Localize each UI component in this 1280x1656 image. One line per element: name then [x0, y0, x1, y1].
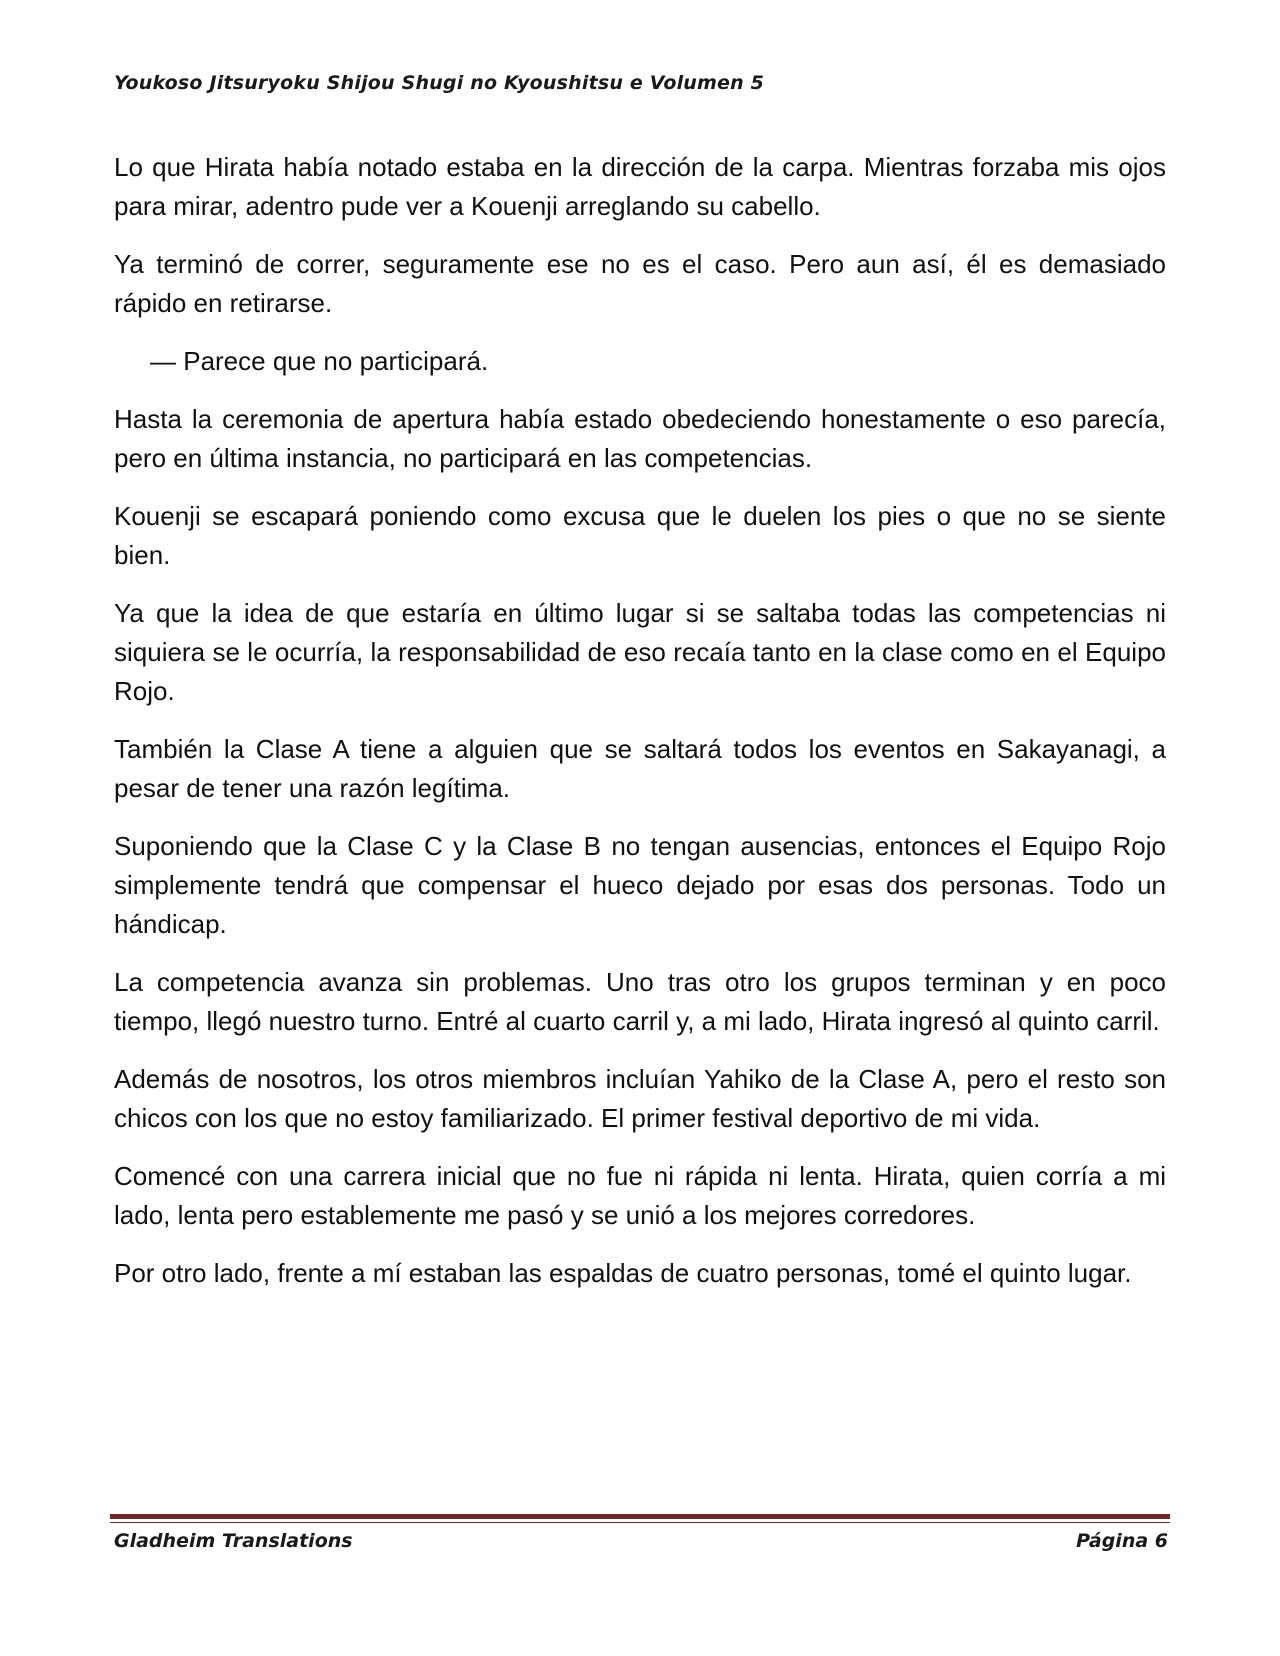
- paragraph: Ya que la idea de que estaría en último lugar si se saltaba todas las competencias ni siquiera se le ocurría, la responsabilidad de eso recaía tanto en la clase como en el Equipo Rojo.: [114, 598, 1166, 706]
- body-text: [114, 148, 1166, 1312]
- paragraph: La competencia avanza sin problemas. Uno tras otro los grupos terminan y en poco tiempo, llegó nuestro turno. Entré al cuarto carril y, a mi lado, Hirata ingresó al quinto carril.: [114, 967, 1166, 1036]
- paragraph: Por otro lado, frente a mí estaban las espaldas de cuatro personas, tomé el quinto lugar.: [114, 1258, 1132, 1288]
- dialogue-line: — Parece que no participará.: [150, 346, 489, 376]
- paragraph: Kouenji se escapará poniendo como excusa que le duelen los pies o que no se siente bien.: [114, 501, 1166, 570]
- paragraph: Hasta la ceremonia de apertura había estado obedeciendo honestamente o eso parecía, pero en última instancia, no participará en las competencias.: [114, 404, 1166, 473]
- footer-page-number: Página 6: [1076, 1530, 1168, 1552]
- paragraph: Además de nosotros, los otros miembros incluían Yahiko de la Clase A, pero el resto son chicos con los que no estoy familiarizado. El primer festival deportivo de mi vida.: [114, 1064, 1166, 1133]
- running-header-title: Youkoso Jitsuryoku Shijou Shugi no Kyoushitsu e Volumen 5: [114, 72, 765, 94]
- paragraph: También la Clase A tiene a alguien que se saltará todos los eventos en Sakayanagi, a pesar de tener una razón legítima.: [114, 734, 1166, 803]
- paragraph: Lo que Hirata había notado estaba en la dirección de la carpa. Mientras forzaba mis ojos para mirar, adentro pude ver a Kouenji arreglando su cabello.: [114, 152, 1166, 221]
- footer-divider: [110, 1514, 1170, 1519]
- paragraph: Comencé con una carrera inicial que no fue ni rápida ni lenta. Hirata, quien corría a mi lado, lenta pero establemente me pasó y se unió a los mejores corredores.: [114, 1161, 1166, 1230]
- paragraph: Ya terminó de correr, seguramente ese no es el caso. Pero aun así, él es demasiado rápido en retirarse.: [114, 249, 1166, 318]
- page-footer: [114, 1530, 1168, 1552]
- footer-publisher: Gladheim Translations: [114, 1530, 353, 1552]
- footer-divider-thin: [110, 1522, 1170, 1523]
- paragraph: Suponiendo que la Clase C y la Clase B no tengan ausencias, entonces el Equipo Rojo simplemente tendrá que compensar el hueco dejado por esas dos personas. Todo un hándicap.: [114, 831, 1166, 939]
